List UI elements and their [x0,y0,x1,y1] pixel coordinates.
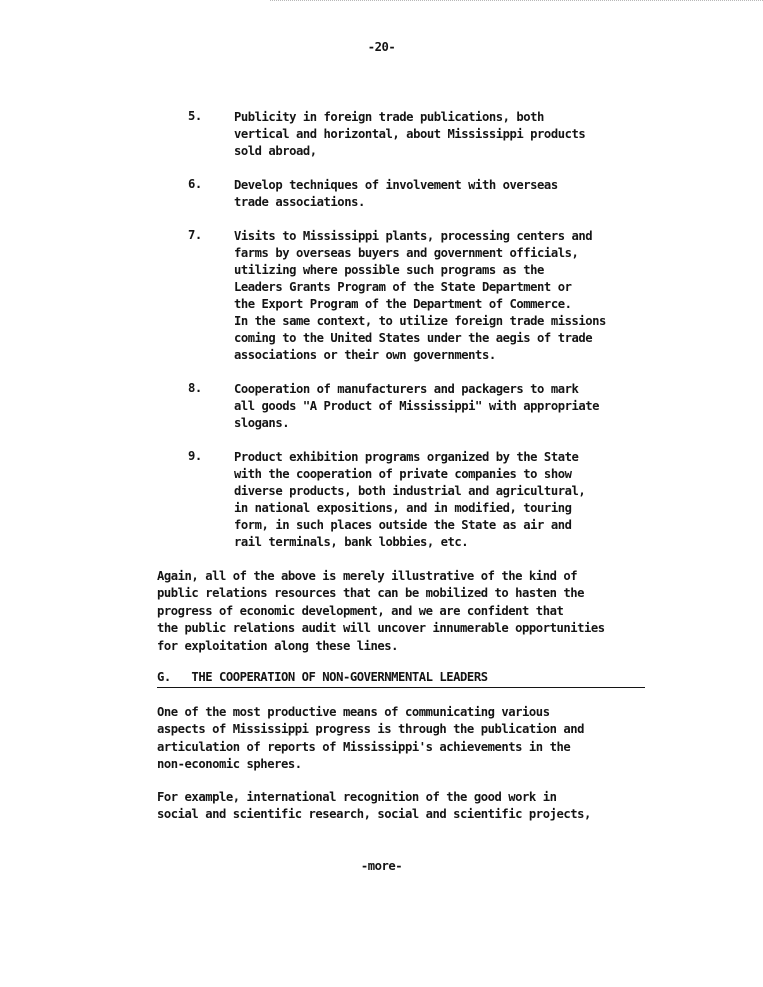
body-paragraph-2 [157,789,657,824]
text-line: farms by overseas buyers and government officials, [234,246,579,260]
text-line: slogans. [234,416,290,430]
text-line: all goods "A Product of Mississippi" with appropriate [234,399,600,413]
text-line: the Export Program of the Department of Commerce. [234,297,572,311]
list-item-number: 8. [188,381,202,395]
text-line: For example, international recognition of the good work in [157,790,557,804]
list-item-6 [188,177,668,211]
list-item-7 [188,228,668,364]
text-line: for exploitation along these lines. [157,638,399,653]
list-item-text [234,449,668,551]
text-line: diverse products, both industrial and agricultural, [234,484,586,498]
text-line: with the cooperation of private companies to show [234,467,572,481]
text-line: Product exhibition programs organized by the State [234,450,579,464]
text-line: utilizing where possible such programs as the [234,263,544,277]
list-item-8 [188,381,668,432]
text-line: trade associations. [234,195,365,209]
body-paragraph-1 [157,704,657,774]
list-item-number: 5. [188,109,202,123]
list-item-number: 7. [188,228,202,242]
list-item-9 [188,449,668,551]
section-heading [157,669,645,688]
text-line: articulation of reports of Mississippi's achievements in the [157,739,571,754]
text-line: aspects of Mississippi progress is through the publication and [157,722,585,737]
list-item-text [234,109,668,160]
section-heading-text: G. THE COOPERATION OF NON-GOVERNMENTAL LEADERS [157,670,488,684]
text-line: progress of economic development, and we are confident that [157,603,564,618]
text-line: Develop techniques of involvement with overseas [234,178,558,192]
text-line: public relations resources that can be mobilized to hasten the [157,586,585,601]
text-line: rail terminals, bank lobbies, etc. [234,535,469,549]
text-line: non-economic spheres. [157,757,302,772]
text-line: Visits to Mississippi plants, processing centers and [234,229,593,243]
list-item-5 [188,109,668,160]
text-line: vertical and horizontal, about Mississippi products [234,127,586,141]
text-line: sold abroad, [234,144,317,158]
list-item-number: 6. [188,177,202,191]
text-line: the public relations audit will uncover innumerable opportunities [157,621,605,636]
continuation-marker: -more- [360,859,403,873]
list-item-text [234,228,668,364]
page-top-edge [270,0,763,3]
list-item-text [234,381,668,432]
text-line: coming to the United States under the aegis of trade [234,331,593,345]
text-line: One of the most productive means of communicating various [157,705,550,719]
text-line: Leaders Grants Program of the State Department or [234,280,572,294]
text-line: In the same context, to utilize foreign trade missions [234,314,606,328]
list-item-text [234,177,668,211]
list-item-number: 9. [188,449,202,463]
text-line: Publicity in foreign trade publications, both [234,110,544,124]
text-line: associations or their own governments. [234,348,496,362]
text-line: Again, all of the above is merely illustrative of the kind of [157,569,578,583]
page-number: -20- [367,40,396,54]
summary-paragraph [157,568,657,655]
text-line: in national expositions, and in modified, touring [234,501,572,515]
text-line: Cooperation of manufacturers and packagers to mark [234,382,579,396]
text-line: social and scientific research, social and scientific projects, [157,807,591,822]
text-line: form, in such places outside the State as air and [234,518,572,532]
